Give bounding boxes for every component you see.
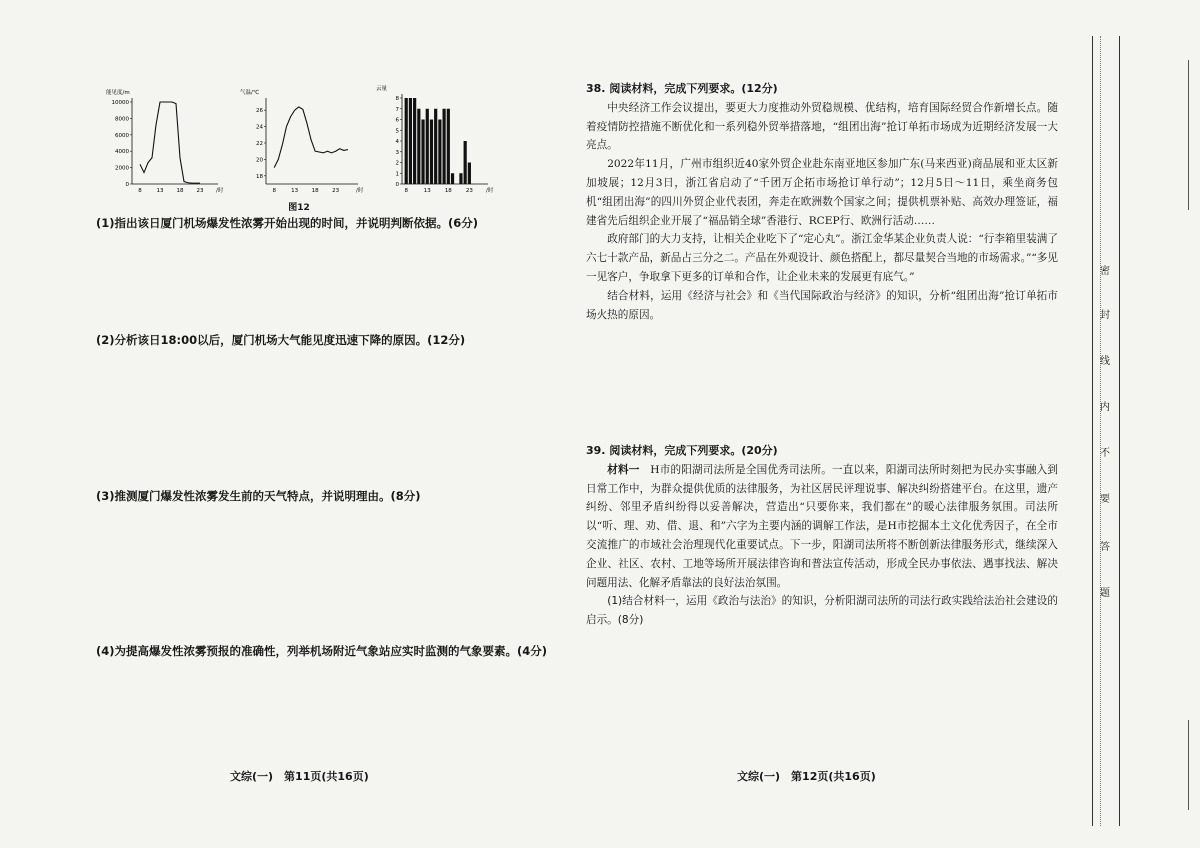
cloud-bar	[421, 120, 424, 185]
x-axis-unit: /时	[486, 188, 494, 194]
y-tick-label: 18	[256, 173, 263, 180]
cloud-chart-svg	[376, 80, 494, 196]
visibility-line	[140, 102, 200, 183]
seal-char: 线	[1100, 356, 1110, 367]
question-39	[586, 442, 1058, 630]
q39-material-1	[586, 461, 1058, 593]
x-axis-unit: /时	[356, 188, 364, 194]
cloud-bar	[405, 98, 408, 184]
y-tick-label: 2000	[115, 165, 129, 172]
q38-title: 38. 阅读材料，完成下列要求。(12分)	[586, 82, 778, 95]
q38-paragraph: 中央经济工作会议提出，要更大力度推动外贸稳规模、优结构，培育国际经贸合作新增长点。随着疫情防控措施不断优化和一系列稳外贸举措落地，“组团出海”抢订单拓市场成为近期经济发展一大亮点。	[586, 101, 1058, 152]
seal-char: 题	[1100, 588, 1110, 599]
x-tick-label: 18	[311, 188, 319, 194]
cloud-bar	[430, 120, 433, 185]
q38-paragraph: 2022年11月，广州市组织近40家外贸企业赴东南亚地区参加广东(马来西亚)商品展和亚太区新加坡展；12月3日，浙江省启动了“千团万企拓市场抢订单行动”；12月5日～11日，乘坐商务包机“组团出海”的四川外贸企业代表团，奔走在欧洲数个国家之间；提供机票补贴、高效办理签证，福建省先后组织企业开展了“福品销全球”香港行、RCEP行、欧洲行活动……	[586, 158, 1058, 227]
material-text: H市的阳湖司法所是全国优秀司法所。一直以来，阳湖司法所时刻把为民办实事融入到日常工作中，为群众提供优质的法律服务，为社区居民评理说事、解决纠纷搭建平台。在这里，遗产纠纷、邻里矛盾纠纷得以妥善解决，营造出“只要你来，我们都在”的暖心法律服务氛围。司法所以“听、理、劝、借、退、和”六字为主要内涵的调解工作法，是H市挖掘本土文化优秀因子，在全市交流推广的市域社会治理现代化重要试点。下一步，阳湖司法所将不断创新法律服务形式，继续深入企业、社区、农村、工地等场所开展法律咨询和普法宣传活动，形成全民办事依法、遇事找法、解决问题用法、化解矛盾靠法的良好法治氛围。	[586, 463, 1058, 589]
y-tick-label: 2	[395, 160, 399, 167]
question-2: (2)分析该日18:00以后，厦门机场大气能见度迅速下降的原因。(12分)	[96, 333, 466, 347]
seal-char: 密	[1100, 266, 1110, 277]
cloud-bar	[468, 163, 471, 185]
cloud-bar	[413, 98, 416, 184]
seal-char: 封	[1100, 310, 1110, 321]
q38-paragraph: 政府部门的大力支持，让相关企业吃下了“定心丸”。浙江金华某企业负责人说：“行李箱里装满了六七十款产品，新品占三分之二。产品在外观设计、颜色搭配上，都尽量契合当地的市场需求。”“多见一见客户，争取拿下更多的订单和合作，让企业未来的发展更有底气。”	[586, 233, 1058, 283]
y-tick-label: 4	[395, 139, 399, 145]
seal-char: 答	[1100, 542, 1110, 553]
page-footer-left: 文综(一) 第11页(共16页)	[230, 770, 369, 783]
figure-12	[104, 80, 494, 214]
edge-mark	[1188, 720, 1189, 810]
y-tick-label: 6	[395, 117, 399, 124]
q38-prompt: 结合材料，运用《经济与社会》和《当代国际政治与经济》的知识，分析“组团出海”抢订单拓市场火热的原因。	[586, 289, 1058, 321]
cloud-bar	[443, 109, 446, 184]
y-tick-label: 0	[395, 182, 399, 188]
y-axis-title: 能见度/m	[106, 90, 130, 96]
cloud-bar	[451, 173, 454, 184]
material-label: 材料一	[607, 463, 640, 476]
question-4: (4)为提高爆发性浓雾预报的准确性，列举机场附近气象站应实时监测的气象要素。(4分)	[96, 644, 548, 658]
q39-sub-question: (1)结合材料一，运用《政治与法治》的知识，分析阳湖司法所的司法行政实践给法治社会建设的启示。(8分)	[586, 595, 1058, 627]
cloud-bar	[409, 98, 412, 184]
x-tick-label: 8	[404, 188, 408, 194]
cloud-bar	[438, 120, 441, 185]
cloud-bar	[459, 173, 462, 184]
x-tick-label: 18	[176, 188, 184, 194]
cloud-bar	[417, 109, 420, 184]
cloud-bar	[464, 141, 467, 184]
x-tick-label: 8	[272, 188, 276, 194]
x-tick-label: 18	[444, 188, 452, 194]
x-tick-label: 13	[423, 188, 431, 194]
y-tick-label: 10000	[111, 100, 129, 106]
y-tick-label: 5	[395, 128, 399, 135]
x-tick-label: 13	[156, 188, 164, 194]
page-footer-right: 文综(一) 第12页(共16页)	[737, 770, 876, 783]
y-axis-title: 气温/℃	[240, 90, 260, 96]
y-tick-label: 8000	[115, 116, 129, 123]
temperature-chart	[240, 80, 366, 196]
x-tick-label: 8	[138, 188, 142, 194]
question-3: (3)推测厦门爆发性浓雾发生前的天气特点，并说明理由。(8分)	[96, 489, 421, 503]
temperature-line	[274, 107, 348, 168]
y-tick-label: 4000	[115, 149, 129, 156]
x-tick-label: 13	[291, 188, 299, 194]
x-tick-label: 23	[332, 188, 340, 194]
y-tick-label: 1	[395, 171, 399, 178]
question-38	[586, 80, 1058, 324]
y-tick-label: 3	[395, 149, 399, 156]
binding-line	[1092, 36, 1120, 826]
seal-char: 要	[1100, 494, 1110, 505]
figure-caption: 图12	[288, 203, 310, 213]
x-axis-unit: /时	[216, 188, 224, 194]
y-tick-label: 26	[256, 108, 263, 115]
y-tick-label: 20	[256, 157, 263, 164]
cloud-bar	[426, 109, 429, 184]
y-tick-label: 22	[256, 141, 263, 147]
y-tick-label: 8	[395, 96, 399, 102]
question-1: (1)指出该日厦门机场爆发性浓雾开始出现的时间，并说明判断依据。(6分)	[96, 216, 479, 230]
x-tick-label: 23	[196, 188, 204, 194]
x-tick-label: 23	[465, 188, 473, 194]
temperature-chart-svg	[240, 80, 366, 196]
y-tick-label: 6000	[115, 132, 129, 139]
visibility-chart	[104, 80, 224, 196]
y-tick-label: 24	[256, 124, 263, 131]
y-tick-label: 0	[125, 182, 129, 188]
visibility-chart-svg	[104, 80, 224, 196]
seal-char: 不	[1100, 448, 1110, 459]
cloud-chart	[376, 80, 494, 196]
edge-mark	[1188, 60, 1189, 210]
cloud-bar	[434, 109, 437, 184]
y-axis-title: 云量	[376, 86, 388, 92]
q39-title: 39. 阅读材料，完成下列要求。(20分)	[586, 444, 778, 457]
cloud-bar	[447, 109, 450, 184]
seal-char: 内	[1100, 402, 1110, 413]
y-tick-label: 7	[395, 106, 399, 113]
